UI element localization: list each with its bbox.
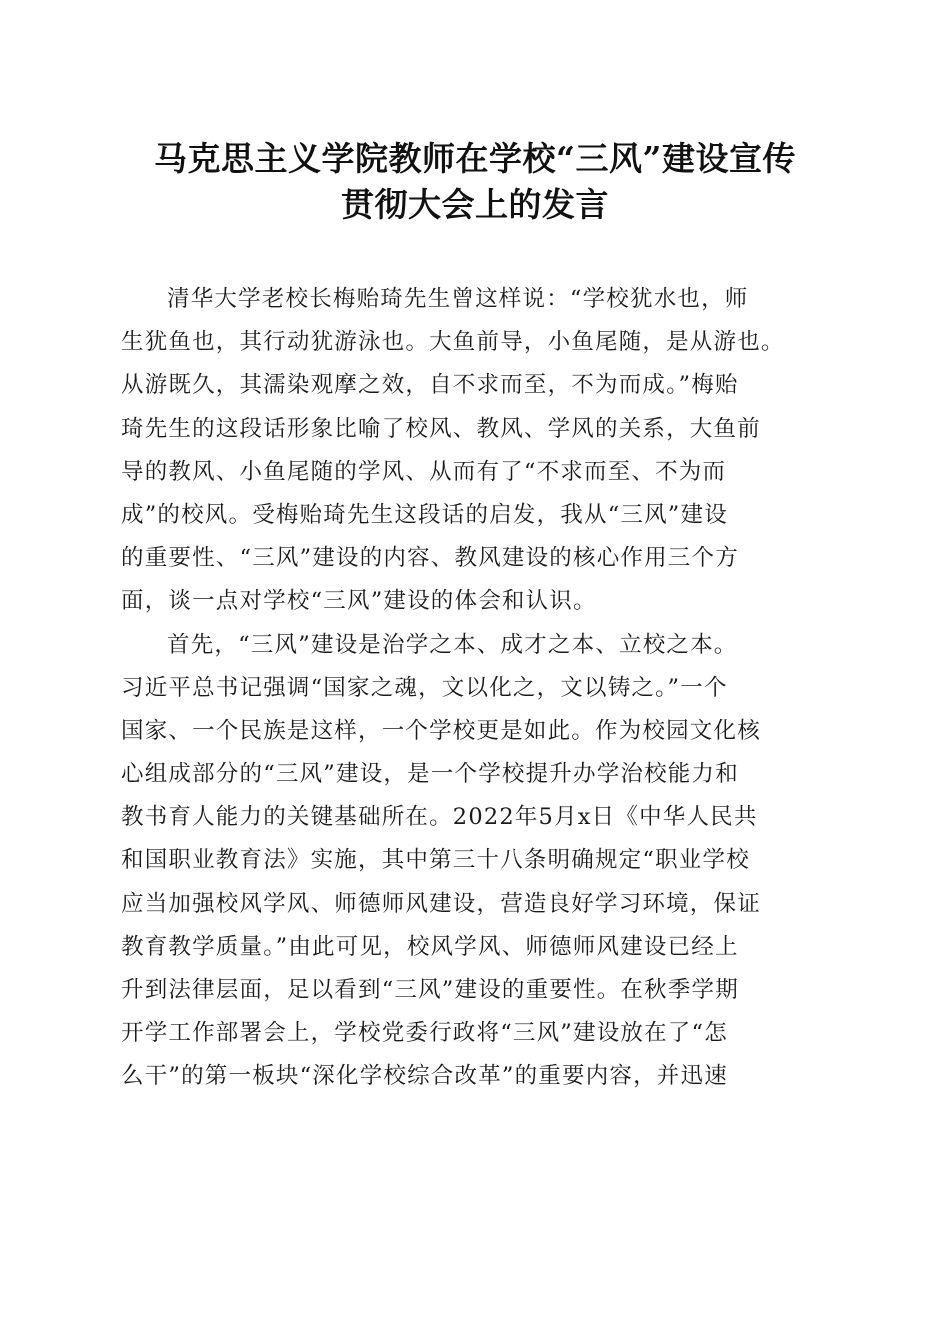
- document-title: [100, 136, 850, 228]
- paragraph-line: 成”的校风。受梅贻琦先生这段话的启发，我从“三风”建设: [121, 501, 728, 528]
- paragraph-line: 习近平总书记强调“国家之魂，文以化之，文以铸之。”一个: [121, 674, 728, 701]
- paragraph-line: 开学工作部署会上，学校党委行政将“三风”建设放在了“怎: [121, 1020, 728, 1047]
- paragraph-1: [121, 278, 833, 624]
- paragraph-line: 和国职业教育法》实施，其中第三十八条明确规定“职业学校: [121, 847, 750, 874]
- title-line: 马克思主义学院教师在学校“三风”建设宣传: [154, 139, 796, 178]
- paragraph-line: 导的教风、小鱼尾随的学风、从而有了“不求而至、不为而: [121, 458, 727, 485]
- paragraph-line: 心组成部分的“三风”建设，是一个学校提升办学治校能力和: [121, 761, 739, 788]
- paragraph-line: 生犹鱼也，其行动犹游泳也。大鱼前导，小鱼尾随，是从游也。: [121, 329, 785, 356]
- paragraph-line: 升到法律层面，足以看到“三风”建设的重要性。在秋季学期: [121, 977, 739, 1003]
- paragraph-2: [121, 624, 833, 1099]
- paragraph-line: 教书育人能力的关键基础所在。2022年5月x日《中华人民共: [121, 804, 758, 831]
- paragraph-line: 的重要性、“三风”建设的内容、教风建设的核心作用三个方: [121, 545, 739, 572]
- paragraph-line: 面，谈一点对学校“三风”建设的体会和认识。: [121, 588, 597, 615]
- paragraph-line: 么干”的第一板块“深化学校综合改革”的重要内容，并迅速: [121, 1063, 728, 1090]
- paragraph-line: 琦先生的这段话形象比喻了校风、教风、学风的关系，大鱼前: [121, 415, 761, 442]
- paragraph-line: 教育教学质量。”由此可见，校风学风、师德师风建设已经上: [121, 933, 739, 960]
- paragraph-line: 首先，“三风”建设是治学之本、成才之本、立校之本。: [167, 631, 738, 658]
- paragraph-line: 清华大学老校长梅贻琦先生曾这样说：“学校犹水也，师: [167, 286, 749, 312]
- paragraph-line: 从游既久，其濡染观摩之效，自不求而至，不为而成。”梅贻: [121, 372, 739, 399]
- title-line: 贯彻大会上的发言: [341, 185, 609, 224]
- document-body: [121, 278, 833, 1099]
- paragraph-line: 应当加强校风学风、师德师风建设，营造良好学习环境，保证: [121, 890, 761, 917]
- paragraph-line: 国家、一个民族是这样，一个学校更是如此。作为校园文化核: [121, 717, 761, 744]
